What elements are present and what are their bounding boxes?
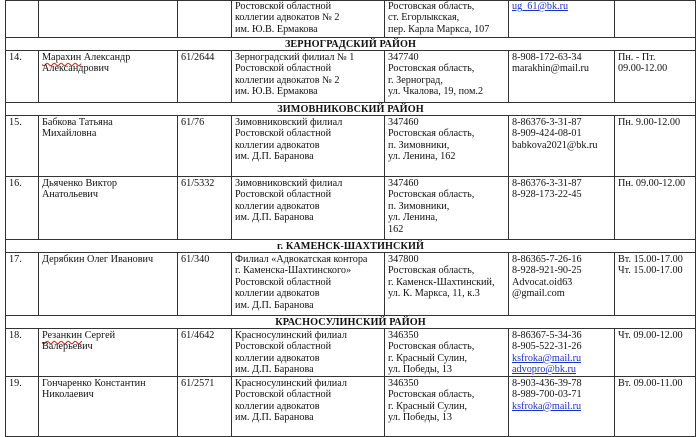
address-text: 347800 Ростовская область, г. Каменск-Шахтинский, ул. К. Маркса, 11, к.3 — [388, 254, 495, 300]
table-row — [6, 116, 696, 177]
hours-text: Вт. 15.00-17.00 Чт. 15.00-17.00 — [618, 254, 683, 277]
name-text: Гончаренко Константин Николаевич — [42, 378, 146, 401]
address-cell — [385, 329, 509, 377]
org-text: Ростовской областной коллегии адвокатов № 2 им. Ю.В. Ермакова — [235, 1, 340, 35]
table-row — [6, 329, 696, 377]
reg-cell: 61/76 — [178, 116, 232, 177]
org-cell — [232, 116, 385, 177]
name-cell — [39, 1, 178, 38]
org-cell — [232, 51, 385, 103]
address-text: 347460 Ростовская область, п. Зимовники, ул. Ленина, 162 — [388, 117, 475, 163]
surname-text: Резанкин — [42, 330, 83, 341]
advocates-table — [5, 0, 696, 437]
num-cell: 16. — [6, 177, 39, 240]
email-link[interactable]: ksfroka@mail.ru — [512, 400, 582, 412]
hours-cell — [615, 51, 696, 103]
phone-text: 8-905-522-31-26 — [512, 341, 582, 353]
name-cell — [39, 51, 178, 103]
section-heading: г. КАМЕНСК-ШАХТИНСКИЙ — [6, 240, 696, 253]
hours-cell — [615, 253, 696, 316]
table-row — [6, 51, 696, 103]
email-link[interactable]: ug_61@bk.ru — [512, 1, 569, 12]
org-cell — [232, 253, 385, 316]
address-text: 346350 Ростовская область, г. Красный Сулин, ул. Победы, 13 — [388, 378, 475, 424]
org-text: Зерноградский филиал № 1 Ростовской областной коллегии адвокатов № 2 им. Ю.В. Ермакова — [235, 52, 355, 98]
org-text: Красносулинский филиал Ростовской областной коллегии адвокатов им. Д.П. Баранова — [235, 378, 347, 424]
section-row — [6, 240, 696, 253]
address-cell — [385, 51, 509, 103]
reg-cell: 61/4642 — [178, 329, 232, 377]
org-text: Зимовниковский филиал Ростовской областной коллегии адвокатов им. Д.П. Баранова — [235, 178, 343, 224]
contacts-text: 8-86365-7-26-16 8-928-921-90-25 Advocat.oid63 @gmail.com — [512, 254, 582, 300]
name-text: Дерябкин Олег Иванович — [42, 254, 154, 265]
contacts-text: 8-86376-3-31-87 8-928-173-22-45 — [512, 178, 582, 201]
phone-text: 8-989-700-03-71 — [512, 389, 582, 401]
hours-text: Пн. - Пт. 09.00-12.00 — [618, 52, 668, 75]
section-heading: КРАСНОСУЛИНСКИЙ РАЙОН — [6, 316, 696, 329]
surname-text: Марахин — [42, 52, 82, 63]
reg-cell: 61/5332 — [178, 177, 232, 240]
address-cell — [385, 253, 509, 316]
address-cell — [385, 377, 509, 437]
name-cell — [39, 329, 178, 377]
num-cell: 17. — [6, 253, 39, 316]
contacts-cell — [509, 329, 615, 377]
given-names-text: Александр Александрович — [42, 52, 131, 75]
contacts-cell — [509, 116, 615, 177]
name-cell — [39, 253, 178, 316]
org-text: Зимовниковский филиал Ростовской областной коллегии адвокатов им. Д.П. Баранова — [235, 117, 343, 163]
name-text: Дьяченко Виктор Анатольевич — [42, 178, 118, 201]
address-cell — [385, 116, 509, 177]
name-text: Бабкова Татьяна Михайловна — [42, 117, 113, 140]
address-cell — [385, 177, 509, 240]
contacts-cell — [509, 253, 615, 316]
section-heading: ЗЕРНОГРАДСКИЙ РАЙОН — [6, 38, 696, 51]
address-text: 346350 Ростовская область, г. Красный Сулин, ул. Победы, 13 — [388, 330, 475, 376]
contacts-text: 8-86376-3-31-87 8-909-424-08-01 babkova2021@bk.ru — [512, 117, 598, 151]
address-text: 347740 Ростовская область, г. Зерноград, ул. Чкалова, 19, пом.2 — [388, 52, 484, 98]
contacts-cell — [509, 1, 615, 38]
table-row — [6, 377, 696, 437]
address-cell — [385, 1, 509, 38]
address-text: Ростовская область, ст. Егорлыкская, пер. Карла Маркса, 107 — [388, 1, 490, 35]
hours-cell: Пн. 09.00-12.00 — [615, 177, 696, 240]
num-cell: 19. — [6, 377, 39, 437]
reg-cell: 61/340 — [178, 253, 232, 316]
org-cell — [232, 329, 385, 377]
reg-cell: 61/2644 — [178, 51, 232, 103]
contacts-cell — [509, 177, 615, 240]
num-cell: 15. — [6, 116, 39, 177]
contacts-cell — [509, 377, 615, 437]
hours-cell: Вт. 09.00-11.00 — [615, 377, 696, 437]
section-heading: ЗИМОВНИКОВСКИЙ РАЙОН — [6, 103, 696, 116]
reg-cell: 61/2571 — [178, 377, 232, 437]
org-cell — [232, 177, 385, 240]
address-text: 347460 Ростовская область, п. Зимовники, ул. Ленина, 162 — [388, 178, 475, 235]
name-cell — [39, 116, 178, 177]
org-cell — [232, 377, 385, 437]
reg-cell — [178, 1, 232, 38]
email-link[interactable]: ksfroka@mail.ru — [512, 352, 582, 364]
phone-text: 8-86367-5-34-36 — [512, 330, 582, 341]
email-link[interactable]: advopro@bk.ru — [512, 364, 576, 376]
table-row — [6, 253, 696, 316]
section-row — [6, 38, 696, 51]
contacts-cell — [509, 51, 615, 103]
contacts-text: 8-908-172-63-34 marakhin@mail.ru — [512, 52, 589, 75]
num-cell: 18. — [6, 329, 39, 377]
name-cell — [39, 377, 178, 437]
table-row — [6, 1, 696, 38]
table-row — [6, 177, 696, 240]
phone-text: 8-903-436-39-78 — [512, 378, 582, 389]
num-cell: 14. — [6, 51, 39, 103]
hours-cell — [615, 1, 696, 38]
org-cell — [232, 1, 385, 38]
num-cell — [6, 1, 39, 38]
org-text: Филиал «Адвокатская контора г. Каменска-Шахтинского» Ростовской областной коллегии адвокатов им. Д.П. Баранова — [235, 254, 368, 311]
name-cell — [39, 177, 178, 240]
hours-cell: Пн. 9.00-12.00 — [615, 116, 696, 177]
document-page — [5, 0, 695, 437]
given-names-text: Сергей Валерьевич — [42, 330, 116, 353]
org-text: Красносулинский филиал Ростовской областной коллегии адвокатов им. Д.П. Баранова — [235, 330, 347, 376]
section-row — [6, 103, 696, 116]
section-row — [6, 316, 696, 329]
hours-cell: Чт. 09.00-12.00 — [615, 329, 696, 377]
